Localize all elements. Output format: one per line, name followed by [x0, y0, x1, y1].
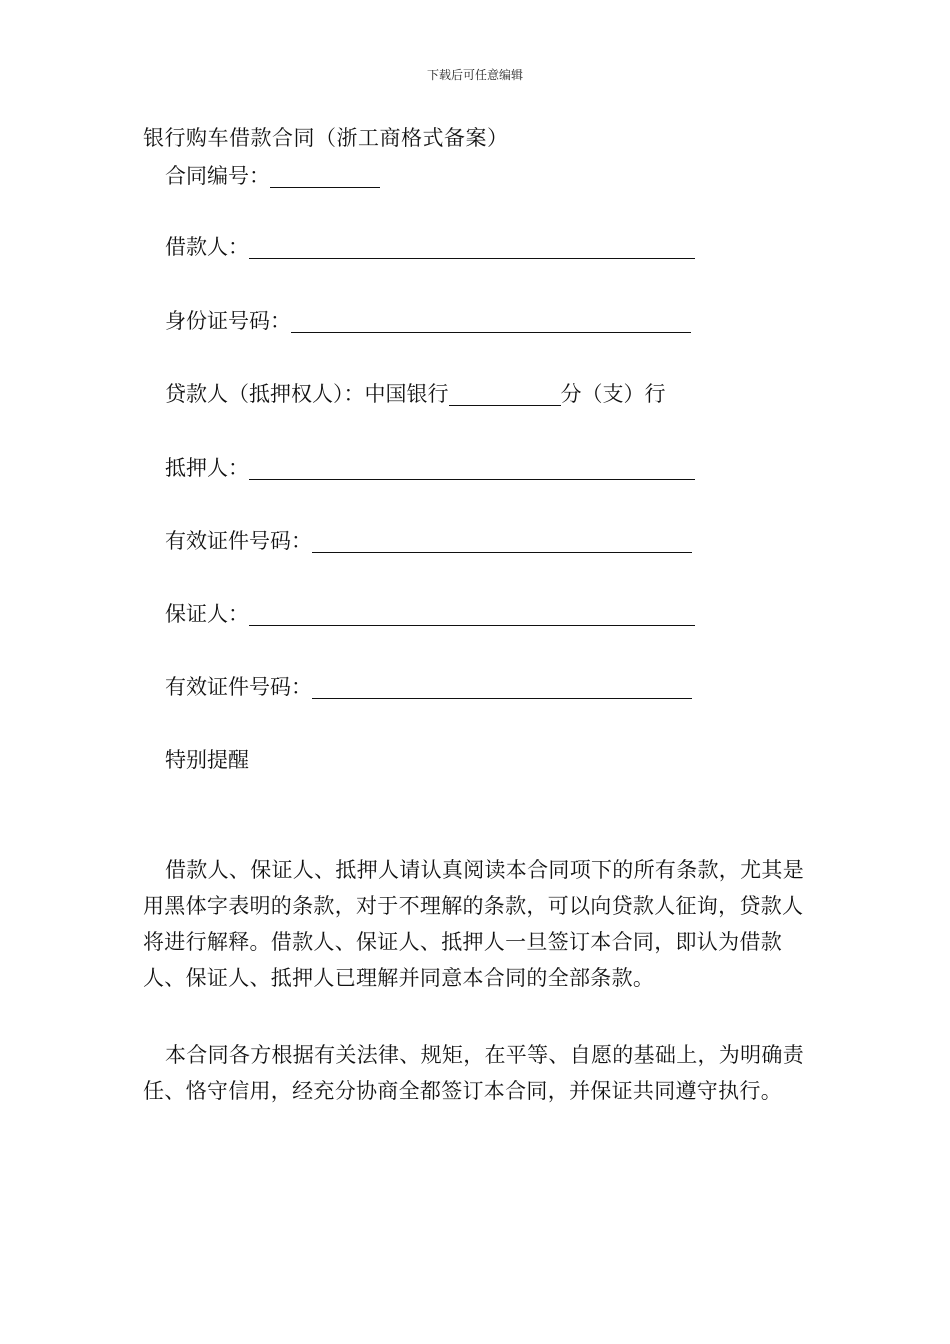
contract-number-blank [270, 167, 380, 188]
id-number-label: 身份证号码： [165, 309, 291, 333]
guarantor-id-label: 有效证件号码： [165, 675, 312, 699]
borrower-label: 借款人： [165, 235, 249, 259]
lender-field [165, 378, 666, 408]
special-notice-heading: 特别提醒 [165, 748, 249, 772]
lender-suffix: 分（支）行 [560, 382, 666, 406]
id-number-blank [291, 312, 691, 333]
id-number-field [165, 305, 691, 335]
lender-label: 贷款人（抵押权人）：中国银行 [165, 382, 449, 406]
mortgagor-id-field [165, 525, 692, 555]
document-title: 银行购车借款合同（浙工商格式备案） [143, 126, 509, 150]
guarantor-id-blank [312, 678, 692, 699]
notice-paragraph-1: 借款人、保证人、抵押人请认真阅读本合同项下的所有条款，尤其是用黑体字表明的条款，对于不理解的条款，可以向贷款人征询，贷款人将进行解释。借款人、保证人、抵押人一旦签订本合同，即认为借款人、保证人、抵押人已理解并同意本合同的全部条款。 [143, 858, 804, 990]
guarantor-id-field [165, 671, 692, 701]
lender-branch-blank [449, 385, 561, 406]
notice-paragraph-2: 本合同各方根据有关法律、规矩，在平等、自愿的基础上，为明确责任、恪守信用，经充分协商全都签订本合同，并保证共同遵守执行。 [143, 1043, 804, 1103]
borrower-field [165, 231, 695, 261]
borrower-blank [249, 238, 695, 259]
guarantor-label: 保证人： [165, 602, 249, 626]
mortgagor-blank [249, 459, 695, 480]
mortgagor-id-blank [312, 532, 692, 553]
guarantor-field [165, 598, 695, 628]
mortgagor-label: 抵押人： [165, 456, 249, 480]
guarantor-blank [249, 605, 695, 626]
page-header-note: 下载后可任意编辑 [426, 68, 523, 82]
mortgagor-field [165, 452, 695, 482]
contract-number-field [165, 160, 380, 190]
contract-number-label: 合同编号： [165, 164, 270, 188]
mortgagor-id-label: 有效证件号码： [165, 529, 312, 553]
